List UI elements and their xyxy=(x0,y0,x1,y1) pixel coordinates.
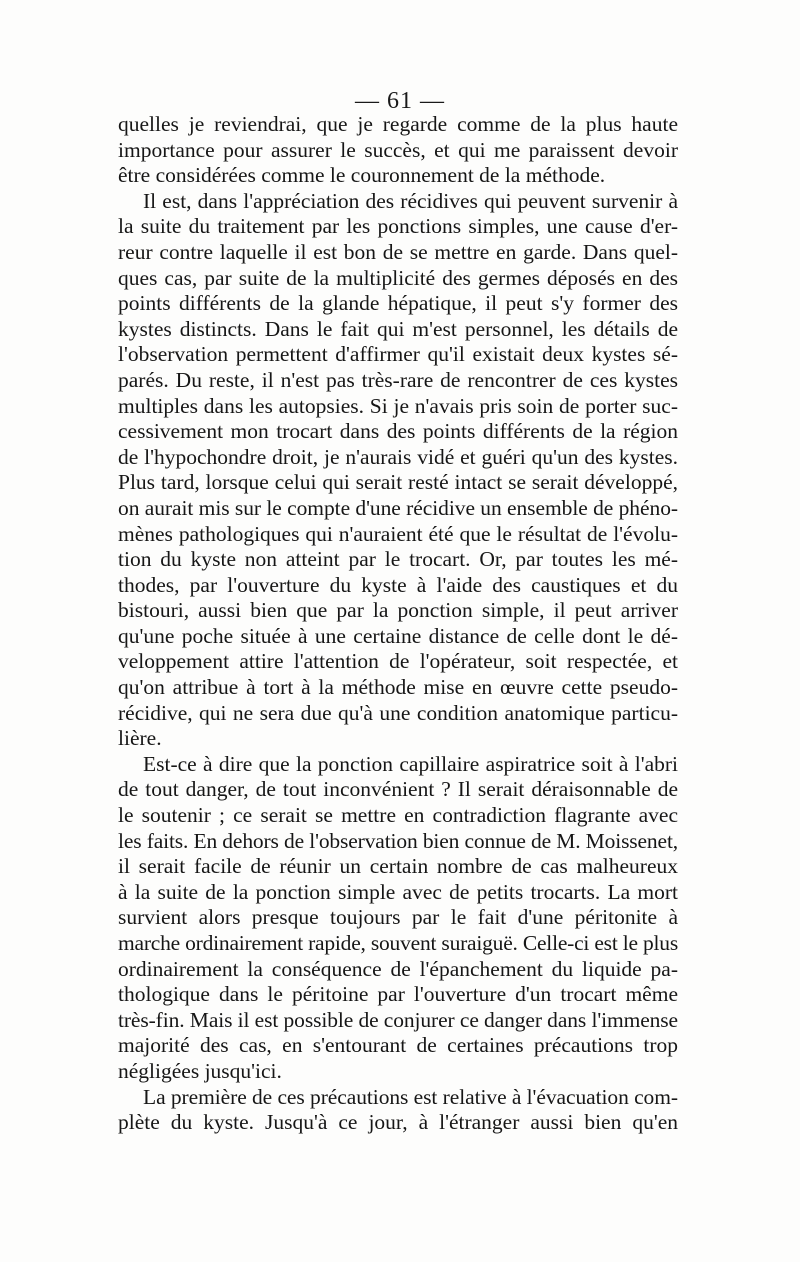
text-line: La première de ces précautions est relative à l'évacuation com- xyxy=(143,1084,678,1109)
text-line: tion du kyste non atteint par le trocart. Or, par toutes les mé- xyxy=(118,547,678,572)
text-line: on aurait mis sur le compte d'une récidive un ensemble de phéno- xyxy=(118,495,678,520)
text-line: kystes distincts. Dans le fait qui m'est personnel, les détails de xyxy=(118,316,678,341)
text-line: thologique dans le péritoine par l'ouverture d'un trocart même xyxy=(118,982,678,1007)
page-number: — 61 — xyxy=(355,88,445,114)
text-line: plète du kyste. Jusqu'à ce jour, à l'étranger aussi bien qu'en xyxy=(118,1110,678,1135)
text-line: ordinairement la conséquence de l'épanchement du liquide pa- xyxy=(118,956,678,981)
text-line: être considérées comme le couronnement de la méthode. xyxy=(118,163,606,188)
text-line: mènes pathologiques qui n'auraient été que le résultat de l'évolu- xyxy=(118,521,678,546)
text-line: il serait facile de réunir un certain nombre de cas malheureux xyxy=(118,854,678,879)
text-line: thodes, par l'ouverture du kyste à l'aide des caustiques et du xyxy=(118,572,678,597)
text-line: récidive, qui ne sera due qu'à une condition anatomique particu- xyxy=(118,700,678,725)
text-line: importance pour assurer le succès, et qui me paraissent devoir xyxy=(118,137,678,162)
text-line: multiples dans les autopsies. Si je n'avais pris soin de porter suc- xyxy=(118,393,678,418)
text-line: à la suite de la ponction simple avec de petits trocarts. La mort xyxy=(118,879,678,904)
text-line: l'observation permettent d'affirmer qu'il existait deux kystes sé- xyxy=(118,342,678,367)
text-line: parés. Du reste, il n'est pas très-rare de rencontrer de ces kystes xyxy=(118,367,678,392)
text-line: qu'on attribue à tort à la méthode mise en œuvre cette pseudo- xyxy=(118,675,678,700)
text-line: ques cas, par suite de la multiplicité des germes déposés en des xyxy=(118,265,678,290)
text-line: la suite du traitement par les ponctions simples, une cause d'er- xyxy=(118,214,678,239)
text-line: de tout danger, de tout inconvénient ? Il serait déraisonnable de xyxy=(118,777,678,802)
text-line: majorité des cas, en s'entourant de certaines précautions trop xyxy=(118,1033,678,1058)
text-line: survient alors presque toujours par le fait d'une péritonite à xyxy=(118,905,678,930)
text-line: négligées jusqu'ici. xyxy=(118,1058,282,1083)
text-line: Il est, dans l'appréciation des récidives qui peuvent survenir à xyxy=(143,188,678,213)
text-line: veloppement attire l'attention de l'opérateur, soit respectée, et xyxy=(118,649,678,674)
text-line: lière. xyxy=(118,726,162,751)
text-line: marche ordinairement rapide, souvent suraiguë. Celle-ci est le plus xyxy=(118,931,678,955)
body-text xyxy=(118,112,678,1136)
text-line: les faits. En dehors de l'observation bien connue de M. Moissenet, xyxy=(118,828,679,853)
text-line: bistouri, aussi bien que par la ponction simple, il peut arriver xyxy=(118,598,678,623)
text-line: points différents de la glande hépatique, il peut s'y former des xyxy=(118,291,678,316)
text-line: le soutenir ; ce serait se mettre en contradiction flagrante avec xyxy=(118,803,678,828)
text-line: qu'une poche située à une certaine distance de celle dont le dé- xyxy=(118,623,678,648)
text-line: de l'hypochondre droit, je n'aurais vidé et guéri qu'un des kystes. xyxy=(118,444,678,469)
text-line: quelles je reviendrai, que je regarde comme de la plus haute xyxy=(118,112,678,136)
text-line: très-fin. Mais il est possible de conjurer ce danger dans l'immense xyxy=(118,1007,678,1032)
text-line: Plus tard, lorsque celui qui serait resté intact se serait développé, xyxy=(118,470,678,495)
text-line: cessivement mon trocart dans des points différents de la région xyxy=(118,419,678,444)
text-line: Est-ce à dire que la ponction capillaire aspiratrice soit à l'abri xyxy=(143,751,678,776)
text-line: reur contre laquelle il est bon de se mettre en garde. Dans quel- xyxy=(118,239,678,264)
